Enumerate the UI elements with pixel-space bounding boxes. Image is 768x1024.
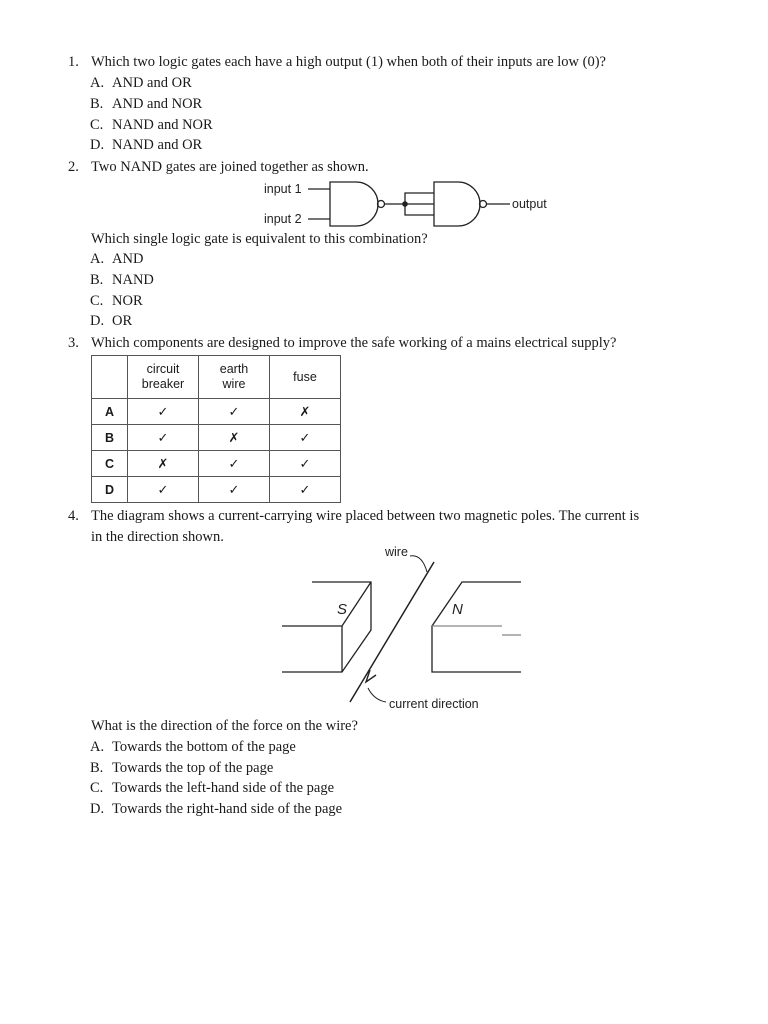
table-cell: ✓ [128,399,199,425]
table-cell: ✓ [199,477,270,503]
row-label: B [92,425,128,451]
option-a[interactable] [90,250,143,268]
row-label: D [92,477,128,503]
option-c[interactable] [90,779,334,797]
table-cell: ✗ [270,399,341,425]
south-pole-label: S [337,601,348,618]
option-text: NAND and NOR [112,117,213,133]
row-label: C [92,451,128,477]
option-letter: C. [90,293,104,309]
table-header-row [92,356,341,399]
option-letter: D. [90,801,105,817]
option-text: AND and OR [112,75,192,91]
south-pole-block [282,582,371,672]
table-cell: ✗ [128,451,199,477]
table-row[interactable] [92,477,341,503]
question-number: 1. [68,54,79,70]
wire [350,562,434,702]
option-letter: A. [90,251,105,267]
question-number: 3. [68,335,79,351]
question-stem: Which two logic gates each have a high output (1) when both of their inputs are low (0)? [91,54,606,70]
components-table [91,355,341,503]
nand-gate-2 [434,182,480,226]
option-text: Towards the left-hand side of the page [112,780,335,796]
table-row[interactable] [92,399,341,425]
table-cell: ✓ [270,425,341,451]
option-text: AND and NOR [112,96,203,112]
question-stem: Two NAND gates are joined together as shown. [91,159,369,175]
magnet-wire-diagram [282,542,522,714]
question-stem-line-2: in the direction shown. [91,529,224,545]
question-stem: Which components are designed to improve the safe working of a mains electrical supply? [91,335,617,351]
option-b[interactable] [90,759,273,777]
option-text: Towards the top of the page [112,760,274,776]
nand-gates-diagram [258,176,558,232]
table-row[interactable] [92,425,341,451]
table-cell: ✓ [199,399,270,425]
input-2-label: input 2 [264,212,302,226]
nand-gate-1 [330,182,378,226]
table-cell: ✓ [270,477,341,503]
option-letter: D. [90,137,105,153]
option-letter: C. [90,117,104,133]
table-corner-cell [92,356,128,399]
option-text: AND [112,251,144,267]
option-text: NAND [112,272,154,288]
option-b[interactable] [90,95,202,113]
table-cell: ✓ [128,477,199,503]
option-text: OR [112,313,133,329]
option-d[interactable] [90,800,342,818]
question-number: 2. [68,159,79,175]
north-pole-label: N [452,601,463,618]
option-text: NAND and OR [112,137,203,153]
row-label: A [92,399,128,425]
wire-label: wire [385,545,408,559]
current-direction-label: current direction [389,697,479,711]
table-row[interactable] [92,451,341,477]
question-stem-line-1: The diagram shows a current-carrying wire placed between two magnetic poles. The current is [91,508,640,524]
option-letter: A. [90,75,105,91]
question-text: What is the direction of the force on the wire? [91,718,358,734]
option-c[interactable] [90,292,143,310]
column-header-circuit-breaker: circuit breaker [128,356,199,399]
output-label: output [512,197,547,211]
option-a[interactable] [90,738,296,756]
table-cell: ✓ [199,451,270,477]
question-text: Which single logic gate is equivalent to this combination? [91,231,428,247]
option-text: NOR [112,293,143,309]
north-pole-block [432,582,521,672]
option-text: Towards the right-hand side of the page [112,801,343,817]
table-cell: ✗ [199,425,270,451]
option-letter: B. [90,272,104,288]
option-letter: D. [90,313,105,329]
option-letter: B. [90,760,104,776]
option-a[interactable] [90,74,192,92]
option-letter: C. [90,780,104,796]
option-d[interactable] [90,312,132,330]
table-cell: ✓ [270,451,341,477]
question-number: 4. [68,508,79,524]
option-d[interactable] [90,136,202,154]
column-header-fuse: fuse [270,356,341,399]
option-b[interactable] [90,271,154,289]
table-cell: ✓ [128,425,199,451]
option-c[interactable] [90,116,213,134]
option-letter: A. [90,739,105,755]
option-text: Towards the bottom of the page [112,739,296,755]
option-letter: B. [90,96,104,112]
input-1-label: input 1 [264,182,302,196]
column-header-earth-wire: earth wire [199,356,270,399]
